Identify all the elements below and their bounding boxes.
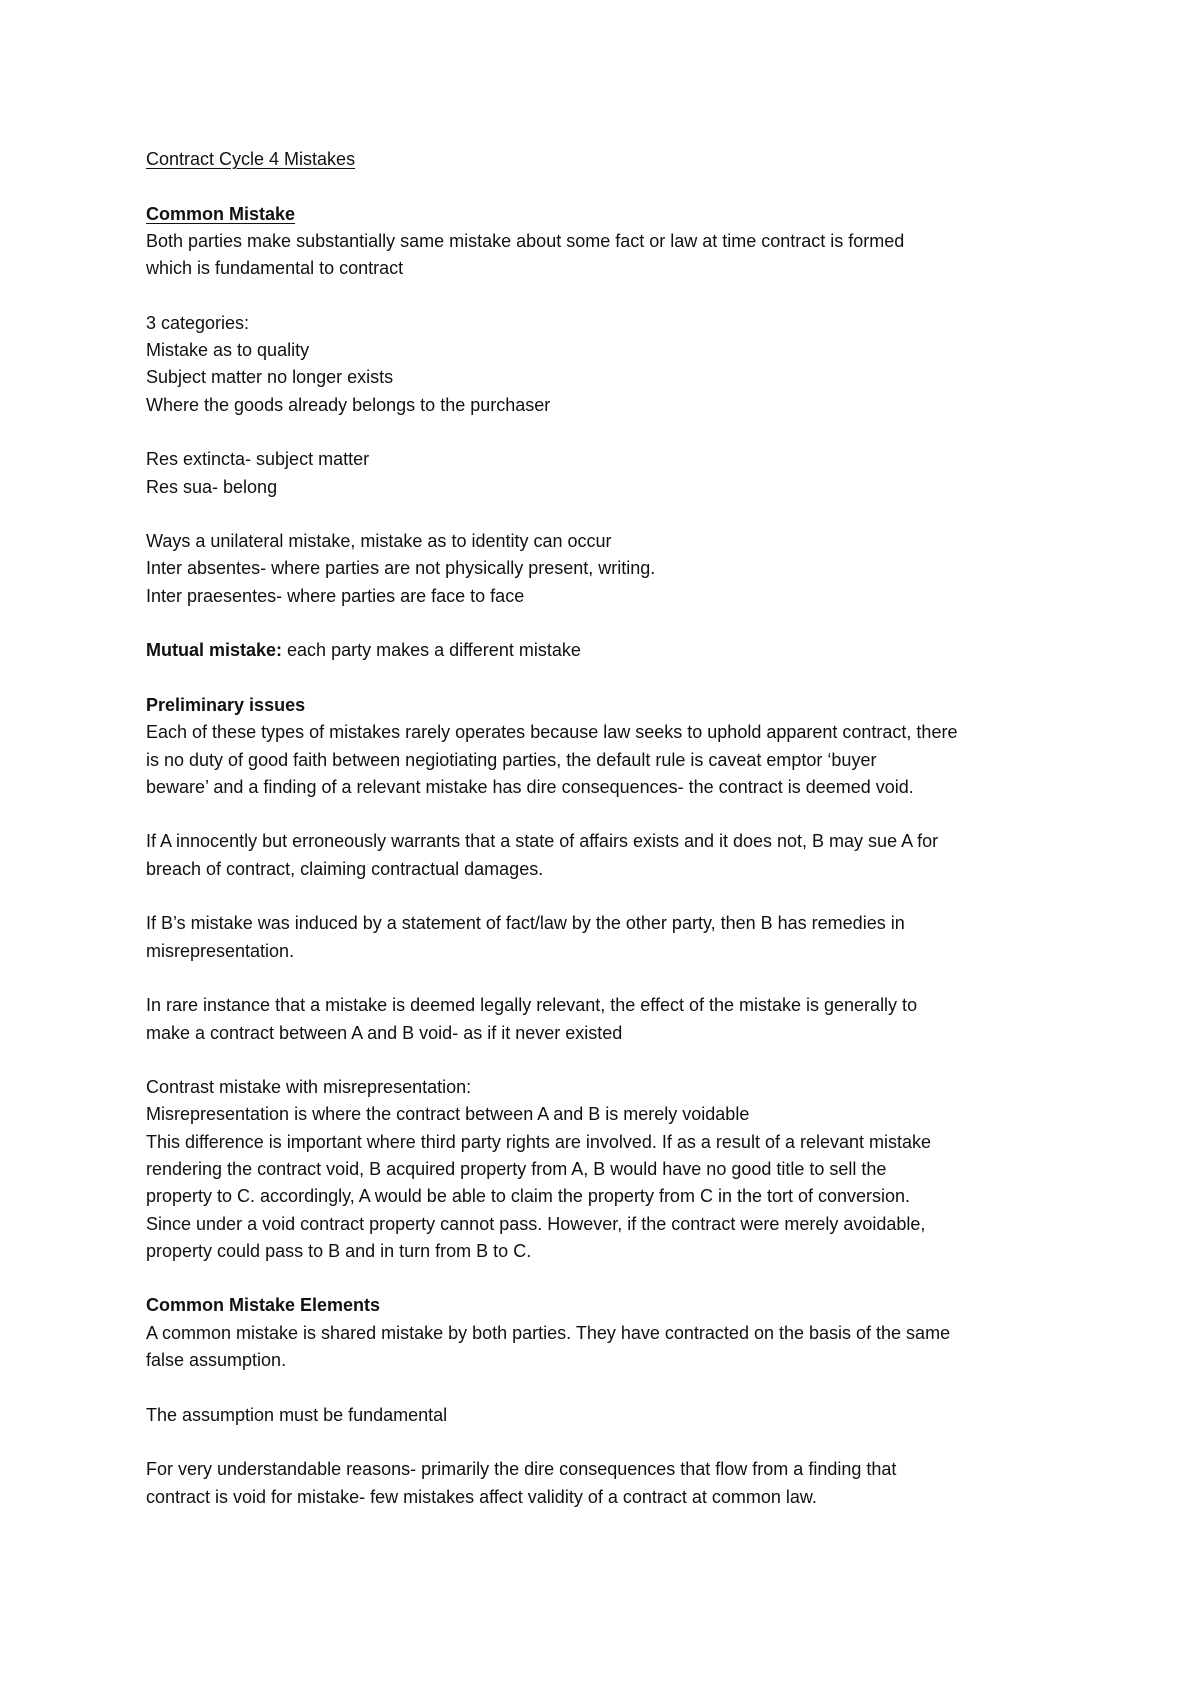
- spacer: [146, 801, 1086, 828]
- spacer: [146, 1429, 1086, 1456]
- paragraph-line: contract is void for mistake- few mistakes affect validity of a contract at common law.: [146, 1486, 817, 1507]
- latin-term: Res sua- belong: [146, 476, 278, 497]
- common-mistake-elements-heading: Common Mistake Elements: [146, 1295, 381, 1316]
- spacer: [146, 173, 1086, 200]
- category-item: Where the goods already belongs to the purchaser: [146, 394, 551, 415]
- contrast-line: property could pass to B and in turn from B to C.: [146, 1240, 532, 1261]
- category-item: Mistake as to quality: [146, 340, 310, 361]
- paragraph-line: make a contract between A and B void- as if it never existed: [146, 1022, 623, 1043]
- paragraph-line: The assumption must be fundamental: [146, 1404, 448, 1425]
- latin-term: Res extincta- subject matter: [146, 449, 370, 470]
- spacer: [146, 1047, 1086, 1074]
- spacer: [146, 282, 1086, 309]
- spacer: [146, 1374, 1086, 1401]
- unilateral-line: Inter praesentes- where parties are face to face: [146, 585, 525, 606]
- preliminary-issues-heading: Preliminary issues: [146, 694, 306, 715]
- paragraph-line: If B’s mistake was induced by a statement of fact/law by the other party, then B has remedies in: [146, 913, 905, 934]
- mutual-mistake-line: [146, 637, 1086, 664]
- contrast-line: This difference is important where third party rights are involved. If as a result of a relevant mistake: [146, 1131, 932, 1152]
- paragraph-line: For very understandable reasons- primarily the dire consequences that flow from a finding that: [146, 1459, 897, 1480]
- common-mistake-definition-line: Both parties make substantially same mistake about some fact or law at time contract is formed: [146, 230, 905, 251]
- common-mistake-heading: Common Mistake: [146, 203, 296, 224]
- spacer: [146, 419, 1086, 446]
- paragraph-line: A common mistake is shared mistake by both parties. They have contracted on the basis of the same: [146, 1322, 951, 1343]
- spacer: [146, 501, 1086, 528]
- common-mistake-definition-line: which is fundamental to contract: [146, 258, 404, 279]
- contrast-line: Since under a void contract property cannot pass. However, if the contract were merely avoidable,: [146, 1213, 926, 1234]
- document-title: Contract Cycle 4 Mistakes: [146, 149, 356, 169]
- contrast-line: Contrast mistake with misrepresentation:: [146, 1077, 472, 1098]
- paragraph-line: In rare instance that a mistake is deemed legally relevant, the effect of the mistake is generally to: [146, 995, 918, 1016]
- paragraph-line: false assumption.: [146, 1350, 287, 1371]
- category-item: Subject matter no longer exists: [146, 367, 394, 388]
- unilateral-line: Inter absentes- where parties are not physically present, writing.: [146, 558, 656, 579]
- mutual-mistake-text: each party makes a different mistake: [282, 640, 581, 661]
- unilateral-line: Ways a unilateral mistake, mistake as to identity can occur: [146, 531, 612, 552]
- categories-heading: 3 categories:: [146, 312, 250, 333]
- paragraph-line: is no duty of good faith between negiotiating parties, the default rule is caveat emptor ‘buyer: [146, 749, 877, 770]
- spacer: [146, 665, 1086, 692]
- spacer: [146, 610, 1086, 637]
- spacer: [146, 883, 1086, 910]
- contrast-line: property to C. accordingly, A would be able to claim the property from C in the tort of conversion.: [146, 1186, 911, 1207]
- paragraph-line: breach of contract, claiming contractual damages.: [146, 858, 544, 879]
- paragraph-line: Each of these types of mistakes rarely operates because law seeks to uphold apparent contract, there: [146, 722, 958, 743]
- document-page: [146, 146, 1086, 1511]
- paragraph-line: If A innocently but erroneously warrants that a state of affairs exists and it does not, B may sue A for: [146, 831, 939, 852]
- contrast-line: Misrepresentation is where the contract between A and B is merely voidable: [146, 1104, 750, 1125]
- paragraph-line: misrepresentation.: [146, 940, 295, 961]
- spacer: [146, 1265, 1086, 1292]
- mutual-mistake-label: Mutual mistake:: [146, 640, 283, 661]
- contrast-line: rendering the contract void, B acquired property from A, B would have no good title to sell the: [146, 1158, 887, 1179]
- spacer: [146, 965, 1086, 992]
- paragraph-line: beware’ and a finding of a relevant mistake has dire consequences- the contract is deemed void.: [146, 776, 914, 797]
